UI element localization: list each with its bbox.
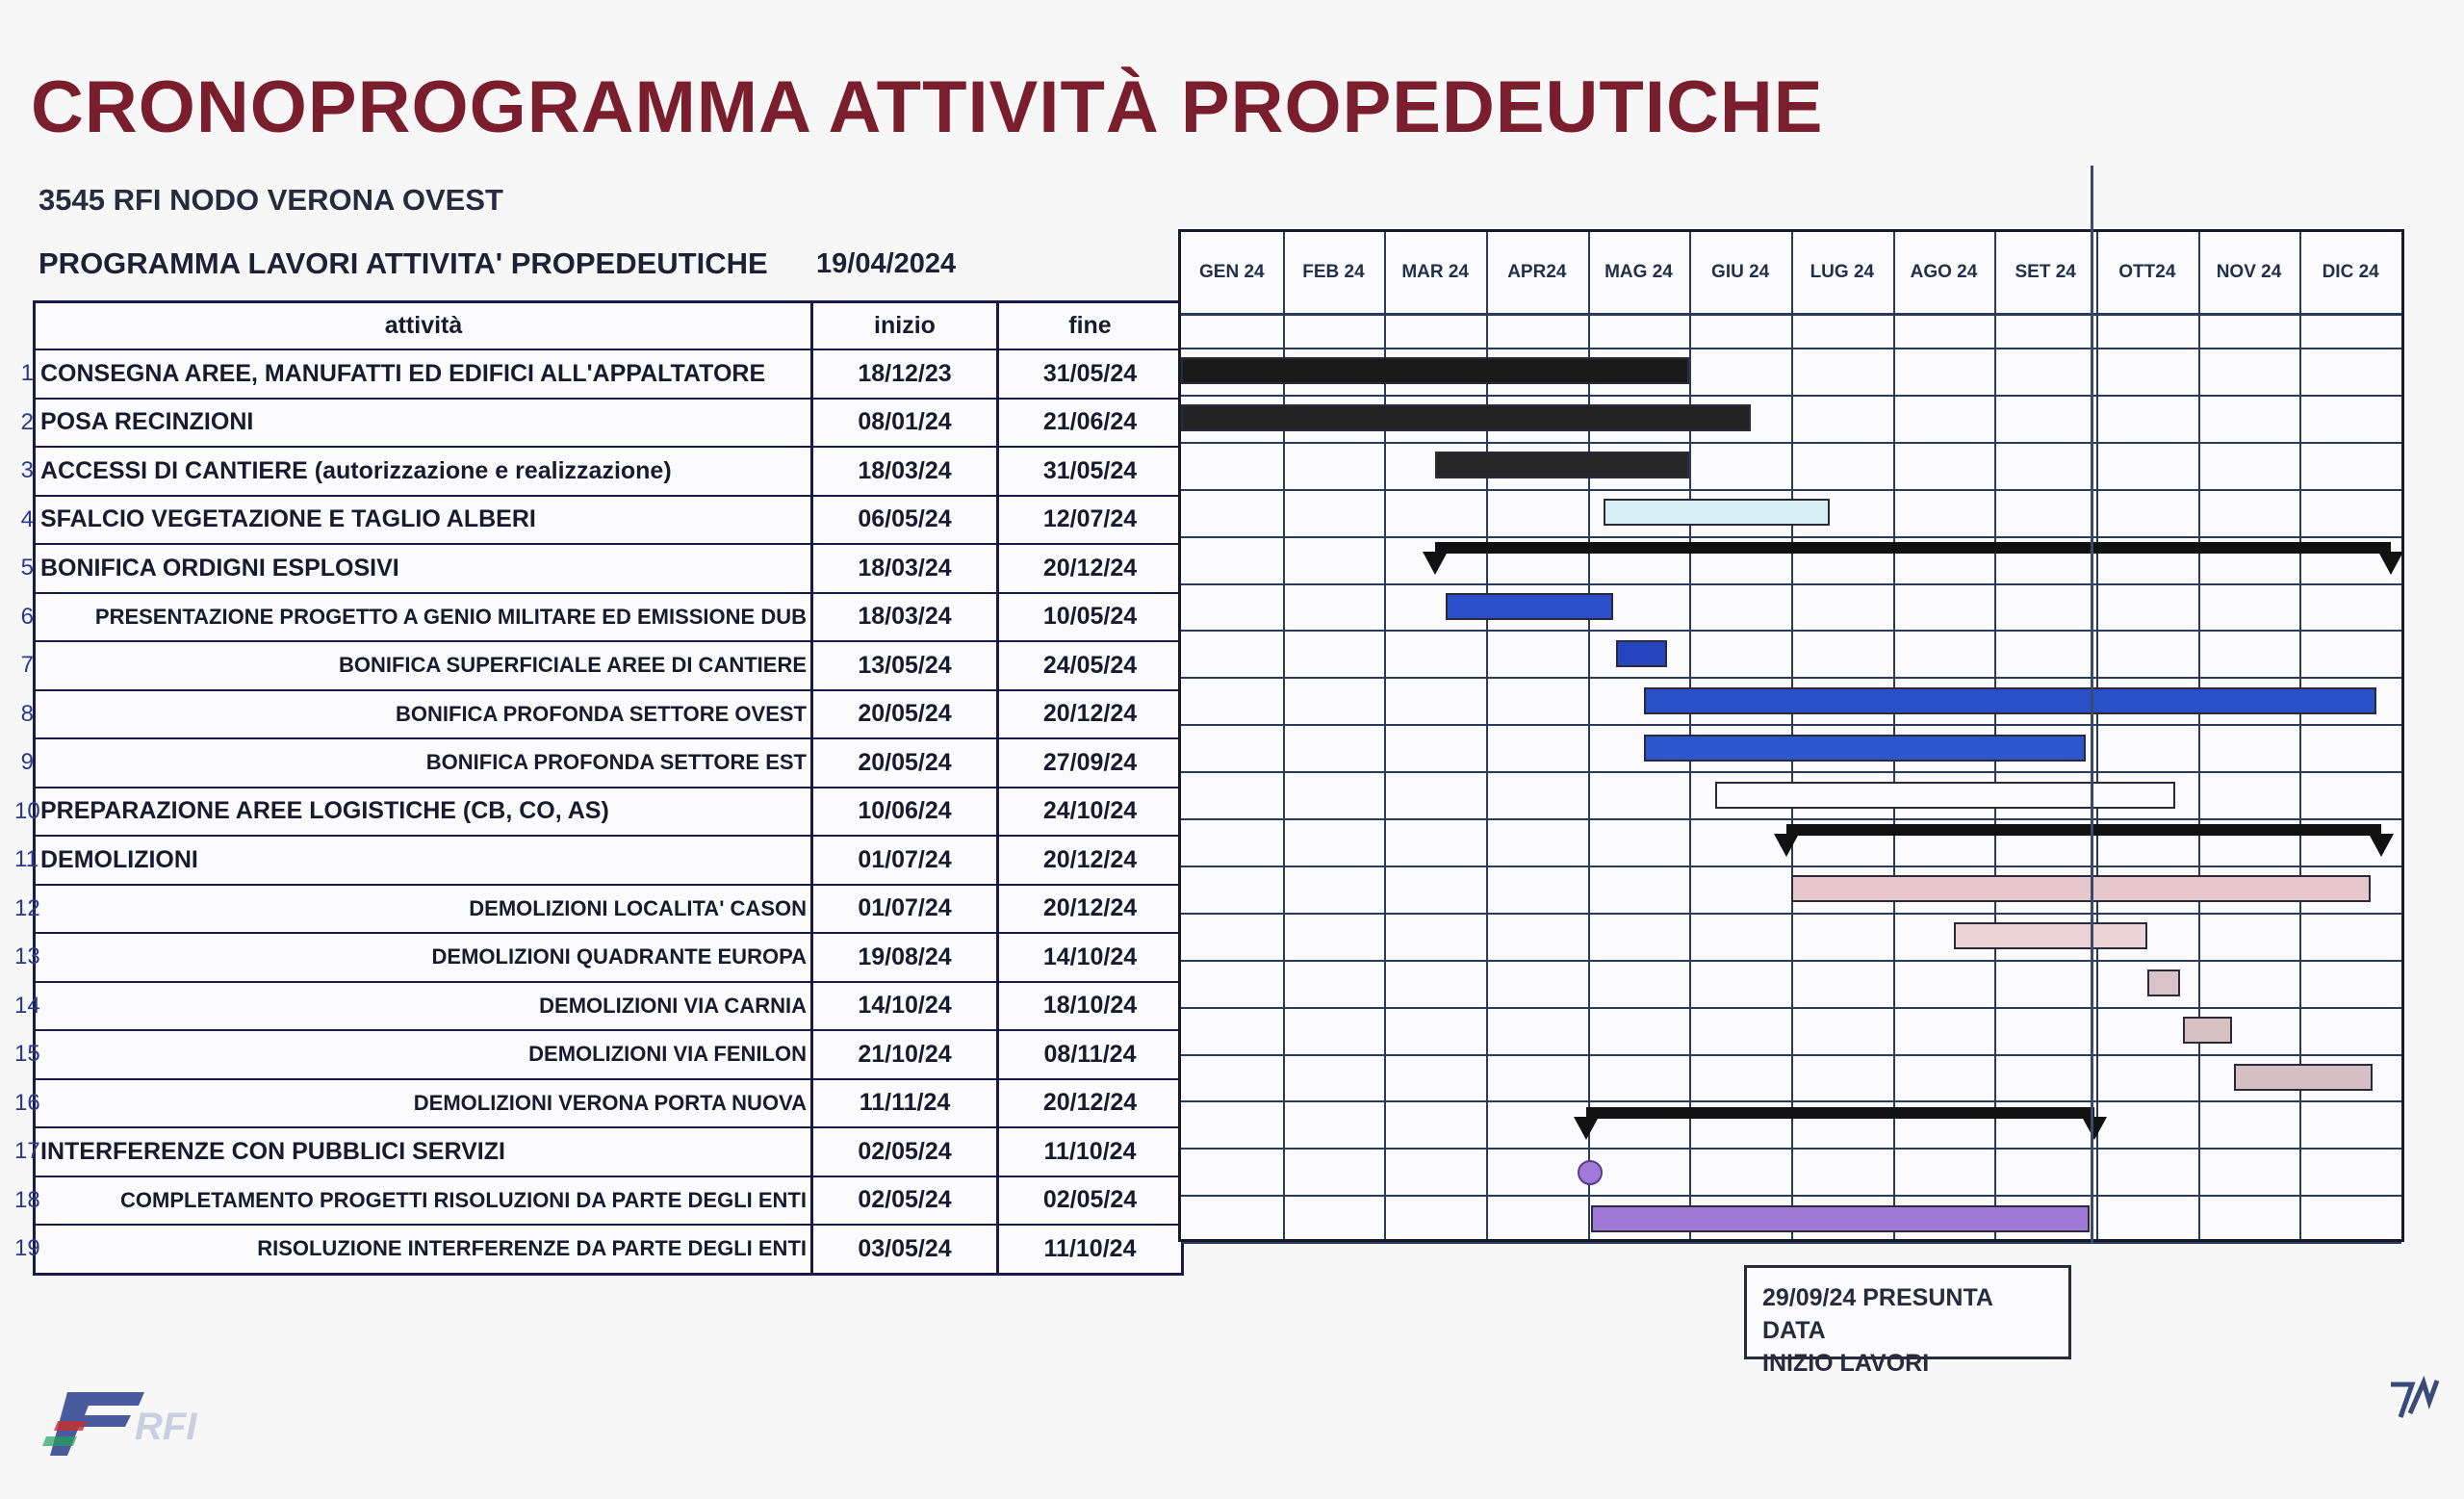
activity-cell: BONIFICA ORDIGNI ESPLOSIVI [36, 545, 813, 592]
start-cell: 18/03/24 [813, 594, 999, 641]
header-activity: attività [36, 303, 813, 349]
start-cell: 10/06/24 [813, 788, 999, 836]
gantt-bar [2183, 1017, 2232, 1044]
start-cell: 21/10/24 [813, 1031, 999, 1078]
month-header: APR24 [1507, 262, 1567, 282]
gantt-bar [1591, 1205, 2090, 1232]
row-number: 13 [14, 943, 40, 970]
gantt-bar [1954, 922, 2147, 949]
program-label: PROGRAMMA LAVORI ATTIVITA' PROPEDEUTICHE [38, 246, 768, 280]
row-gridline [1181, 536, 2401, 538]
page-title: CRONOPROGRAMMA ATTIVITÀ PROPEDEUTICHE [31, 66, 1824, 148]
signature-mark-icon [2387, 1375, 2445, 1423]
activity-cell: INTERFERENZE CON PUBBLICI SERVIZI [36, 1128, 813, 1176]
table-row [20, 349, 1181, 398]
month-header: OTT24 [2118, 262, 2176, 282]
month-header: GEN 24 [1199, 262, 1265, 282]
note-line-1: 29/09/24 PRESUNTA DATA [1762, 1284, 1992, 1344]
start-cell: 20/05/24 [813, 739, 999, 787]
table-row [14, 1176, 1181, 1225]
table-row [20, 592, 1181, 641]
start-cell: 11/11/24 [813, 1080, 999, 1127]
row-number: 6 [20, 603, 34, 630]
end-cell: 20/12/24 [1042, 1089, 1138, 1117]
gantt-bar [1435, 452, 1689, 478]
row-gridline [1181, 1100, 2401, 1102]
gantt-bar [1604, 499, 1831, 526]
start-cell: 19/08/24 [813, 934, 999, 981]
gantt-bar [1181, 404, 1751, 431]
month-header: GIU 24 [1711, 262, 1770, 282]
gantt-chart [1178, 229, 2404, 1242]
activity-cell: POSA RECINZIONI [36, 400, 813, 447]
row-gridline [1181, 1054, 2401, 1056]
row-gridline [1181, 818, 2401, 820]
month-header: LUG 24 [1810, 262, 1875, 282]
summary-end-marker [1774, 834, 1799, 857]
gantt-bar [1791, 875, 2371, 902]
month-header: SET 24 [2015, 262, 2076, 282]
table-body [14, 349, 1181, 1273]
activity-cell: DEMOLIZIONI LOCALITA' CASON [36, 886, 813, 933]
activity-cell: DEMOLIZIONI VIA FENILON [36, 1031, 813, 1078]
gantt-bar [2234, 1064, 2374, 1091]
month-header: FEB 24 [1302, 262, 1365, 282]
table-row [20, 543, 1181, 592]
end-cell: 20/12/24 [1042, 554, 1138, 582]
row-gridline [1181, 1195, 2401, 1197]
gantt-bar [1616, 640, 1667, 667]
header-divider [1181, 313, 2401, 316]
month-header: AGO 24 [1910, 262, 1978, 282]
end-cell: 20/12/24 [1042, 894, 1138, 922]
start-cell: 02/05/24 [813, 1128, 999, 1176]
activity-cell: DEMOLIZIONI VERONA PORTA NUOVA [36, 1080, 813, 1127]
activity-cell: CONSEGNA AREE, MANUFATTI ED EDIFICI ALL'APPALTATORE [36, 350, 813, 398]
start-cell: 02/05/24 [813, 1177, 999, 1225]
row-number: 9 [20, 749, 34, 776]
table-row [14, 1224, 1181, 1273]
table-row [14, 884, 1181, 933]
row-number: 16 [14, 1089, 40, 1116]
gantt-summary-bar [1586, 1107, 2094, 1119]
row-number: 11 [14, 846, 38, 873]
table-row [14, 1029, 1181, 1078]
end-cell: 14/10/24 [1042, 943, 1138, 970]
row-gridline [1181, 913, 2401, 915]
row-number: 2 [20, 408, 34, 435]
start-cell: 01/07/24 [813, 837, 999, 884]
row-gridline [1181, 395, 2401, 397]
activity-cell: PREPARAZIONE AREE LOGISTICHE (CB, CO, AS) [36, 788, 813, 836]
summary-end-marker [1423, 552, 1448, 575]
start-cell: 01/07/24 [813, 886, 999, 933]
row-number: 10 [14, 797, 40, 824]
table-row [14, 835, 1181, 884]
end-cell: 02/05/24 [1042, 1186, 1138, 1214]
summary-end-marker [2369, 834, 2394, 857]
month-header: MAG 24 [1604, 262, 1673, 282]
row-gridline [1181, 583, 2401, 585]
row-number: 1 [20, 360, 34, 387]
row-number: 4 [20, 505, 34, 532]
activity-table [14, 300, 1184, 1276]
end-cell: 20/12/24 [1042, 700, 1138, 728]
row-gridline [1181, 1242, 2401, 1244]
start-cell: 20/05/24 [813, 691, 999, 738]
activity-cell: BONIFICA PROFONDA SETTORE EST [36, 739, 813, 787]
start-cell: 03/05/24 [813, 1226, 999, 1273]
gantt-summary-bar [1435, 542, 2391, 554]
row-number: 14 [14, 992, 40, 1019]
end-cell: 27/09/24 [1042, 748, 1138, 776]
note-line-2: INIZIO LAVORI [1762, 1350, 1930, 1377]
table-row [20, 446, 1181, 495]
header-end: fine [1068, 312, 1112, 339]
row-number: 3 [20, 457, 34, 484]
activity-cell: BONIFICA PROFONDA SETTORE OVEST [36, 691, 813, 738]
row-number: 8 [20, 700, 34, 727]
reference-date-line [2091, 166, 2093, 1244]
month-gridline [2198, 232, 2200, 1239]
start-cell: 13/05/24 [813, 642, 999, 689]
start-cell: 18/03/24 [813, 545, 999, 592]
table-row [20, 495, 1181, 544]
end-cell: 31/05/24 [1042, 456, 1138, 484]
row-gridline [1181, 630, 2401, 632]
rfi-logo-wordmark: RFI [135, 1406, 197, 1448]
end-cell: 20/12/24 [1042, 845, 1138, 873]
summary-end-marker [2082, 1117, 2107, 1140]
end-cell: 18/10/24 [1042, 992, 1138, 1020]
activity-cell: COMPLETAMENTO PROGETTI RISOLUZIONI DA PARTE DEGLI ENTI [36, 1177, 813, 1225]
gantt-bar [1644, 735, 2087, 762]
table-row [14, 1078, 1181, 1127]
start-cell: 08/01/24 [813, 400, 999, 447]
start-cell: 18/03/24 [813, 448, 999, 495]
row-gridline [1181, 960, 2401, 962]
row-number: 19 [14, 1235, 40, 1262]
row-gridline [1181, 489, 2401, 491]
start-cell: 14/10/24 [813, 983, 999, 1030]
start-works-note [1744, 1265, 2071, 1377]
row-number: 15 [14, 1041, 40, 1068]
row-number: 7 [20, 652, 34, 679]
month-header: DIC 24 [2322, 262, 2379, 282]
gantt-summary-bar [1786, 824, 2381, 836]
activity-cell: BONIFICA SUPERFICIALE AREE DI CANTIERE [36, 642, 813, 689]
gantt-bar [2147, 969, 2180, 996]
start-cell: 18/12/23 [813, 350, 999, 398]
table-row [20, 640, 1181, 689]
row-number: 12 [14, 894, 40, 921]
month-gridline [2096, 232, 2098, 1239]
row-number: 18 [14, 1186, 40, 1213]
row-gridline [1181, 724, 2401, 726]
row-number: 5 [20, 555, 34, 582]
activity-cell: DEMOLIZIONI VIA CARNIA [36, 983, 813, 1030]
activity-cell: DEMOLIZIONI QUADRANTE EUROPA [36, 934, 813, 981]
activity-cell: RISOLUZIONE INTERFERENZE DA PARTE DEGLI ENTI [36, 1226, 813, 1273]
end-cell: 24/05/24 [1042, 651, 1138, 679]
milestone-marker [1578, 1160, 1603, 1185]
activity-cell: PRESENTAZIONE PROGETTO A GENIO MILITARE ED EMISSIONE DUB [36, 594, 813, 641]
table-row [20, 689, 1181, 738]
table-row [20, 737, 1181, 787]
row-gridline [1181, 442, 2401, 444]
gantt-bar [1446, 593, 1613, 620]
end-cell: 11/10/24 [1043, 1234, 1137, 1262]
activity-cell: ACCESSI DI CANTIERE (autorizzazione e realizzazione) [36, 448, 813, 495]
end-cell: 10/05/24 [1042, 603, 1138, 631]
gantt-bar [1715, 782, 2176, 809]
table-row [20, 398, 1181, 447]
header-start: inizio [813, 303, 999, 349]
row-gridline [1181, 677, 2401, 679]
end-cell: 31/05/24 [1042, 359, 1138, 387]
row-gridline [1181, 771, 2401, 773]
row-gridline [1181, 348, 2401, 349]
table-row [14, 981, 1181, 1030]
activity-cell: DEMOLIZIONI [36, 837, 813, 884]
end-cell: 08/11/24 [1043, 1040, 1137, 1068]
row-gridline [1181, 1148, 2401, 1150]
end-cell: 21/06/24 [1042, 408, 1138, 436]
month-header: NOV 24 [2216, 262, 2282, 282]
table-header [36, 303, 1181, 349]
end-cell: 11/10/24 [1043, 1137, 1137, 1165]
row-gridline [1181, 866, 2401, 867]
table-row [14, 932, 1181, 981]
gantt-bar [1181, 357, 1689, 384]
activity-cell: SFALCIO VEGETAZIONE E TAGLIO ALBERI [36, 497, 813, 544]
project-name: 3545 RFI NODO VERONA OVEST [38, 183, 503, 217]
end-cell: 12/07/24 [1042, 505, 1138, 533]
row-gridline [1181, 1007, 2401, 1009]
end-cell: 24/10/24 [1042, 797, 1138, 825]
start-cell: 06/05/24 [813, 497, 999, 544]
table-row [14, 1126, 1181, 1176]
table-row [14, 787, 1181, 836]
program-date: 19/04/2024 [816, 248, 957, 279]
gantt-bar [1644, 687, 2376, 714]
summary-end-marker [2378, 552, 2403, 575]
summary-end-marker [1574, 1117, 1599, 1140]
month-header: MAR 24 [1401, 262, 1469, 282]
row-number: 17 [14, 1138, 40, 1165]
